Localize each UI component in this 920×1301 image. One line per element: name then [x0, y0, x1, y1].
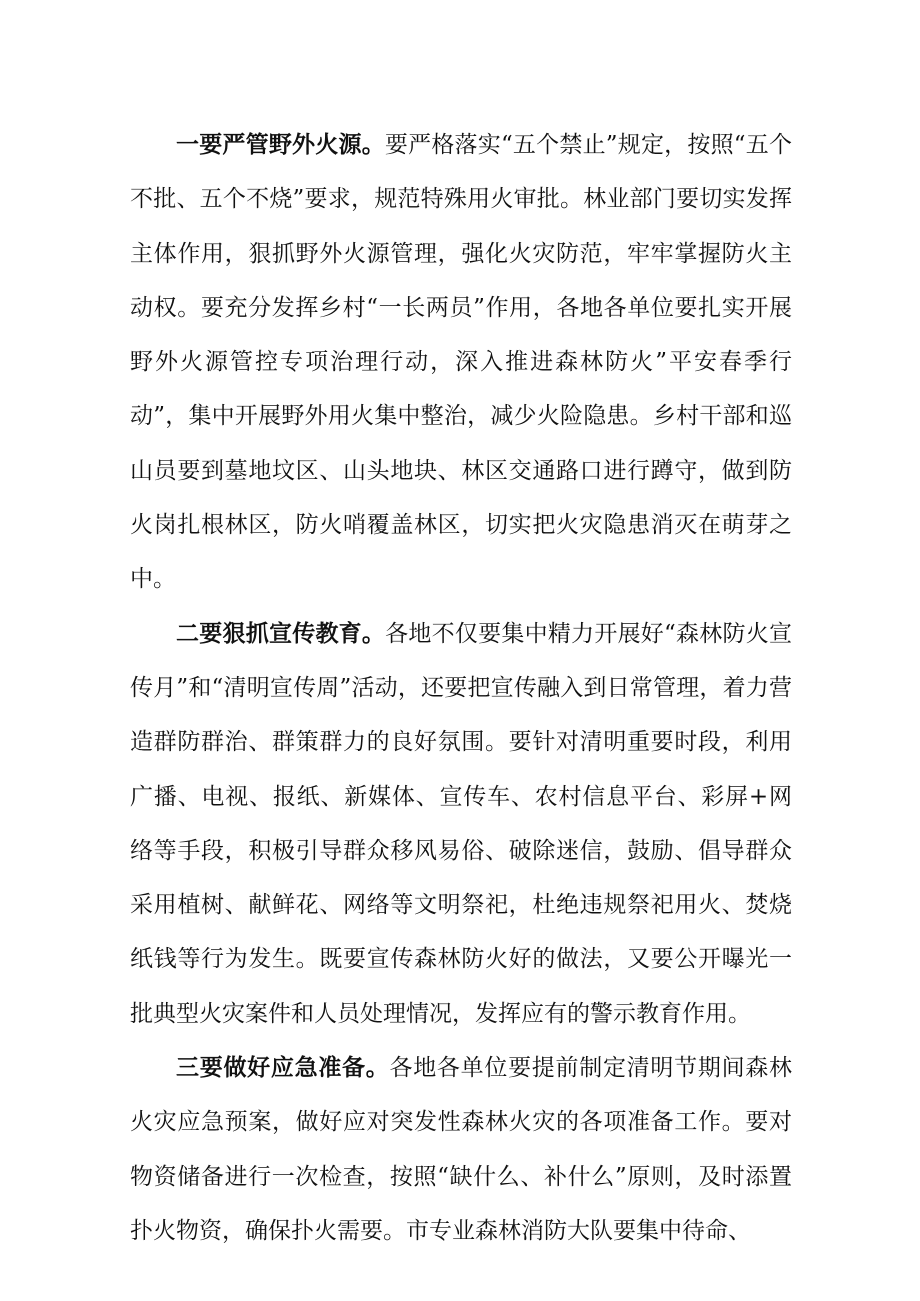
paragraph-emergency-preparation [130, 1041, 792, 1258]
paragraph-body-text: 各地各单位要提前制定清明节期间森林火灾应急预案，做好应对突发性森林火灾的各项准备工作。要对物资储备进行一次检查，按照“缺什么、补什么”原则，及时添置扑火物资，确保扑火需要。市专业森林消防大队要集中待命、 [130, 1055, 793, 1244]
paragraph-fire-source-control [130, 118, 792, 607]
paragraph-publicity-education [130, 607, 792, 1041]
paragraph-lead-heading: 二要狠抓宣传教育。 [176, 619, 386, 647]
paragraph-body-text: 各地不仅要集中精力开展好“森林防火宣传月”和“清明宣传周”活动，还要把宣传融入到日常管理，着力营造群防群治、群策群力的良好氛围。要针对清明重要时段，利用广播、电视、报纸、新媒体、宣传车、农村信息平台、彩屏+网络等手段，积极引导群众移风易俗、破除迷信，鼓励、倡导群众采用植树、献鲜花、网络等文明祭祀，杜绝违规祭祀用火、焚烧纸钱等行为发生。既要宣传森林防火好的做法，又要公开曝光一批典型火灾案件和人员处理情况，发挥应有的警示教育作用。 [130, 620, 793, 1027]
document-body [130, 118, 792, 1258]
paragraph-lead-heading: 一要严管野外火源。 [176, 131, 385, 158]
paragraph-body-text: 要严格落实“五个禁止”规定，按照“五个不批、五个不烧”要求，规范特殊用火审批。林业部门要切实发挥主体作用，狠抓野外火源管理，强化火灾防范，牢牢掌握防火主动权。要充分发挥乡村“一长两员”作用，各地各单位要扎实开展野外火源管控专项治理行动，深入推进森林防火”平安春季行动”，集中开展野外用火集中整治，减少火险隐患。乡村干部和巡山员要到墓地坟区、山头地块、林区交通路口进行蹲守，做到防火岗扎根林区，防火哨覆盖林区，切实把火灾隐患消灭在萌芽之中。 [130, 132, 792, 593]
paragraph-lead-heading: 三要做好应急准备。 [176, 1054, 390, 1082]
